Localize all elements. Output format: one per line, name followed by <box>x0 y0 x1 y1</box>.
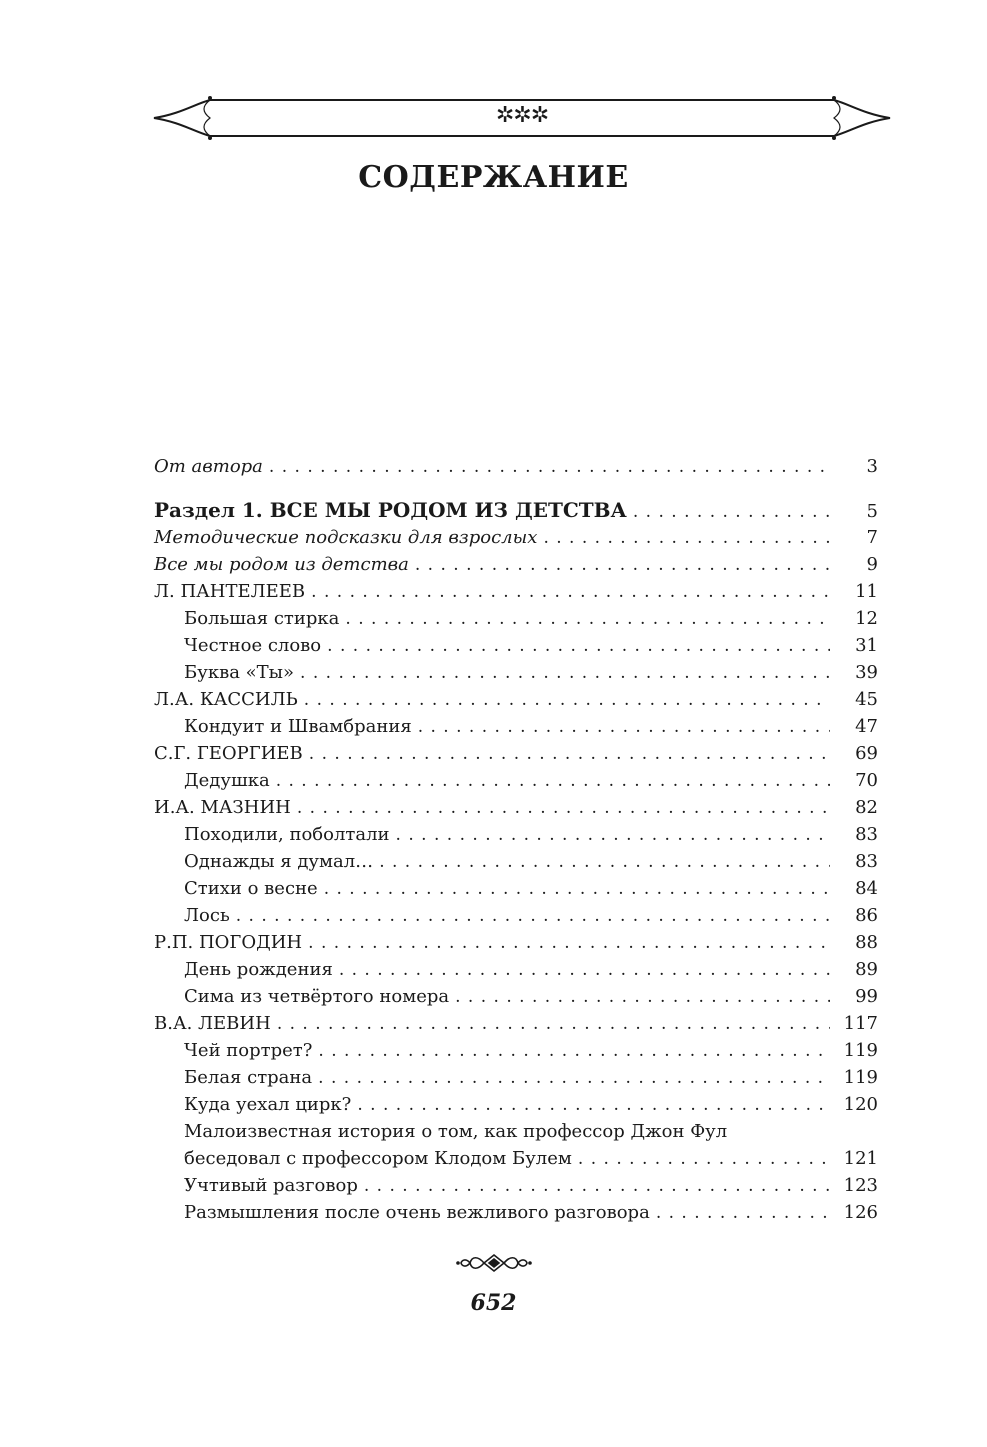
toc-leader-dots <box>309 740 830 768</box>
toc-leader-dots <box>318 1064 830 1092</box>
toc-entry-page: 3 <box>866 456 878 477</box>
toc-entry-title: Честное слово <box>184 635 322 656</box>
toc-entry-page: 11 <box>855 581 878 602</box>
toc-entry <box>154 956 878 983</box>
toc-entry-title: Походили, поболтали <box>184 824 390 845</box>
toc-leader-dots <box>269 453 830 481</box>
toc-leader-dots <box>357 1091 830 1119</box>
toc-entry-title: Чей портрет? <box>184 1040 313 1061</box>
toc-entry-title: Размышления после очень вежливого разговора <box>184 1202 650 1223</box>
toc-entry-page: 83 <box>855 824 878 845</box>
toc-entry <box>154 767 878 794</box>
flourish-icon <box>456 1252 532 1274</box>
toc-entry <box>154 497 878 524</box>
toc-leader-dots <box>236 902 830 930</box>
toc-entry-page: 88 <box>855 932 878 953</box>
toc-leader-dots <box>308 929 830 957</box>
toc-entry-title: Учтивый разговор <box>184 1175 358 1196</box>
toc-entry-page: 83 <box>855 851 878 872</box>
toc-entry <box>154 578 878 605</box>
toc-leader-dots <box>276 767 830 795</box>
toc-leader-dots <box>455 983 830 1011</box>
toc-entry-page: 89 <box>855 959 878 980</box>
toc-entry-page: 7 <box>866 527 878 548</box>
toc-entry-page: 119 <box>843 1067 878 1088</box>
toc-entry-page: 119 <box>843 1040 878 1061</box>
toc-entry-title: И.А. МАЗНИН <box>154 797 291 818</box>
toc-entry-title: Кондуит и Швамбрания <box>184 716 412 737</box>
toc-entry-page: 70 <box>855 770 878 791</box>
toc-entry-title: С.Г. ГЕОРГИЕВ <box>154 743 303 764</box>
toc-entry <box>154 659 878 686</box>
toc-entry-page: 120 <box>843 1094 878 1115</box>
toc-entry-title: От автора <box>154 456 263 477</box>
toc-entry <box>154 1199 878 1226</box>
page-title: СОДЕРЖАНИЕ <box>358 160 629 195</box>
toc-entry-title: Р.П. ПОГОДИН <box>154 932 303 953</box>
toc-leader-dots <box>633 497 830 526</box>
toc-entry <box>154 929 878 956</box>
toc-leader-dots <box>415 551 830 579</box>
toc-entry-title: Лось <box>184 905 230 926</box>
toc-entry-title: Дедушка <box>184 770 270 791</box>
toc-entry-page: 31 <box>855 635 878 656</box>
toc-entry-page: 39 <box>855 662 878 683</box>
toc-leader-dots <box>418 713 830 741</box>
toc-entry <box>154 1037 878 1064</box>
toc-entry <box>154 1118 878 1145</box>
toc-entry-title: Методические подсказки для взрослых <box>154 527 538 548</box>
toc-entry-page: 9 <box>866 554 878 575</box>
toc-entry <box>154 1010 878 1037</box>
toc-entry-page: 84 <box>855 878 878 899</box>
toc-entry-page: 99 <box>855 986 878 1007</box>
toc-entry <box>154 713 878 740</box>
toc-entry-title: День рождения <box>184 959 333 980</box>
toc-leader-dots <box>578 1145 830 1173</box>
toc-entry-title: Малоизвестная история о том, как профессор Джон Фул <box>184 1121 728 1142</box>
toc-entry-page: 121 <box>843 1148 878 1169</box>
toc-entry-page: 123 <box>843 1175 878 1196</box>
toc-entry-page: 12 <box>855 608 878 629</box>
toc-entry-title: Куда уехал цирк? <box>184 1094 352 1115</box>
footer-ornament <box>0 1252 987 1278</box>
page-number: 652 <box>470 1290 517 1316</box>
toc-leader-dots <box>339 956 830 984</box>
toc-entry-title: Л. ПАНТЕЛЕЕВ <box>154 581 306 602</box>
toc-entry <box>154 848 878 875</box>
toc-leader-dots <box>379 848 830 876</box>
toc-entry <box>154 794 878 821</box>
header-ornament-frame <box>150 92 894 144</box>
toc-leader-dots <box>543 524 830 552</box>
toc-entry-title: Л.А. КАССИЛЬ <box>154 689 298 710</box>
toc-entry-page: 117 <box>843 1013 878 1034</box>
toc-entry <box>154 686 878 713</box>
toc-leader-dots <box>304 686 830 714</box>
toc-leader-dots <box>318 1037 830 1065</box>
toc-entry-title: беседовал с профессором Клодом Булем <box>184 1148 572 1169</box>
toc-entry-title: Сима из четвёртого номера <box>184 986 450 1007</box>
toc-leader-dots <box>656 1199 830 1227</box>
toc-entry <box>154 983 878 1010</box>
toc-entry-title: Все мы родом из детства <box>154 554 409 575</box>
toc-entry <box>154 821 878 848</box>
toc-leader-dots <box>300 659 830 687</box>
toc-entry-page: 126 <box>843 1202 878 1223</box>
toc-entry <box>154 1172 878 1199</box>
toc-leader-dots <box>396 821 830 849</box>
toc-entry-title: В.А. ЛЕВИН <box>154 1013 271 1034</box>
toc-leader-dots <box>324 875 830 903</box>
toc-entry <box>154 1064 878 1091</box>
toc-entry-page: 86 <box>855 905 878 926</box>
toc-entry <box>154 551 878 578</box>
toc-entry <box>154 1091 878 1118</box>
table-of-contents <box>154 453 878 1226</box>
toc-entry-page: 47 <box>855 716 878 737</box>
toc-leader-dots <box>364 1172 830 1200</box>
toc-entry <box>154 453 878 480</box>
toc-entry-page: 5 <box>866 501 878 522</box>
toc-entry <box>154 632 878 659</box>
toc-entry <box>154 902 878 929</box>
toc-entry-title: Большая стирка <box>184 608 340 629</box>
toc-entry-page: 45 <box>855 689 878 710</box>
header-stars-ornament: ✲✲✲ <box>495 103 549 128</box>
toc-leader-dots <box>345 605 830 633</box>
toc-leader-dots <box>311 578 830 606</box>
toc-entry-title: Однажды я думал… <box>184 851 374 872</box>
toc-leader-dots <box>327 632 830 660</box>
toc-entry-title: Буква «Ты» <box>184 662 295 683</box>
toc-entry-page: 82 <box>855 797 878 818</box>
toc-entry <box>154 1145 878 1172</box>
toc-entry-page: 69 <box>855 743 878 764</box>
toc-entry <box>154 524 878 551</box>
toc-entry <box>154 605 878 632</box>
toc-leader-dots <box>297 794 830 822</box>
toc-leader-dots <box>277 1010 830 1038</box>
toc-entry-title: Белая страна <box>184 1067 313 1088</box>
toc-entry <box>154 875 878 902</box>
toc-entry-title: Стихи о весне <box>184 878 318 899</box>
toc-entry-title: Раздел 1. ВСЕ МЫ РОДОМ ИЗ ДЕТСТВА <box>154 498 627 522</box>
toc-entry <box>154 740 878 767</box>
